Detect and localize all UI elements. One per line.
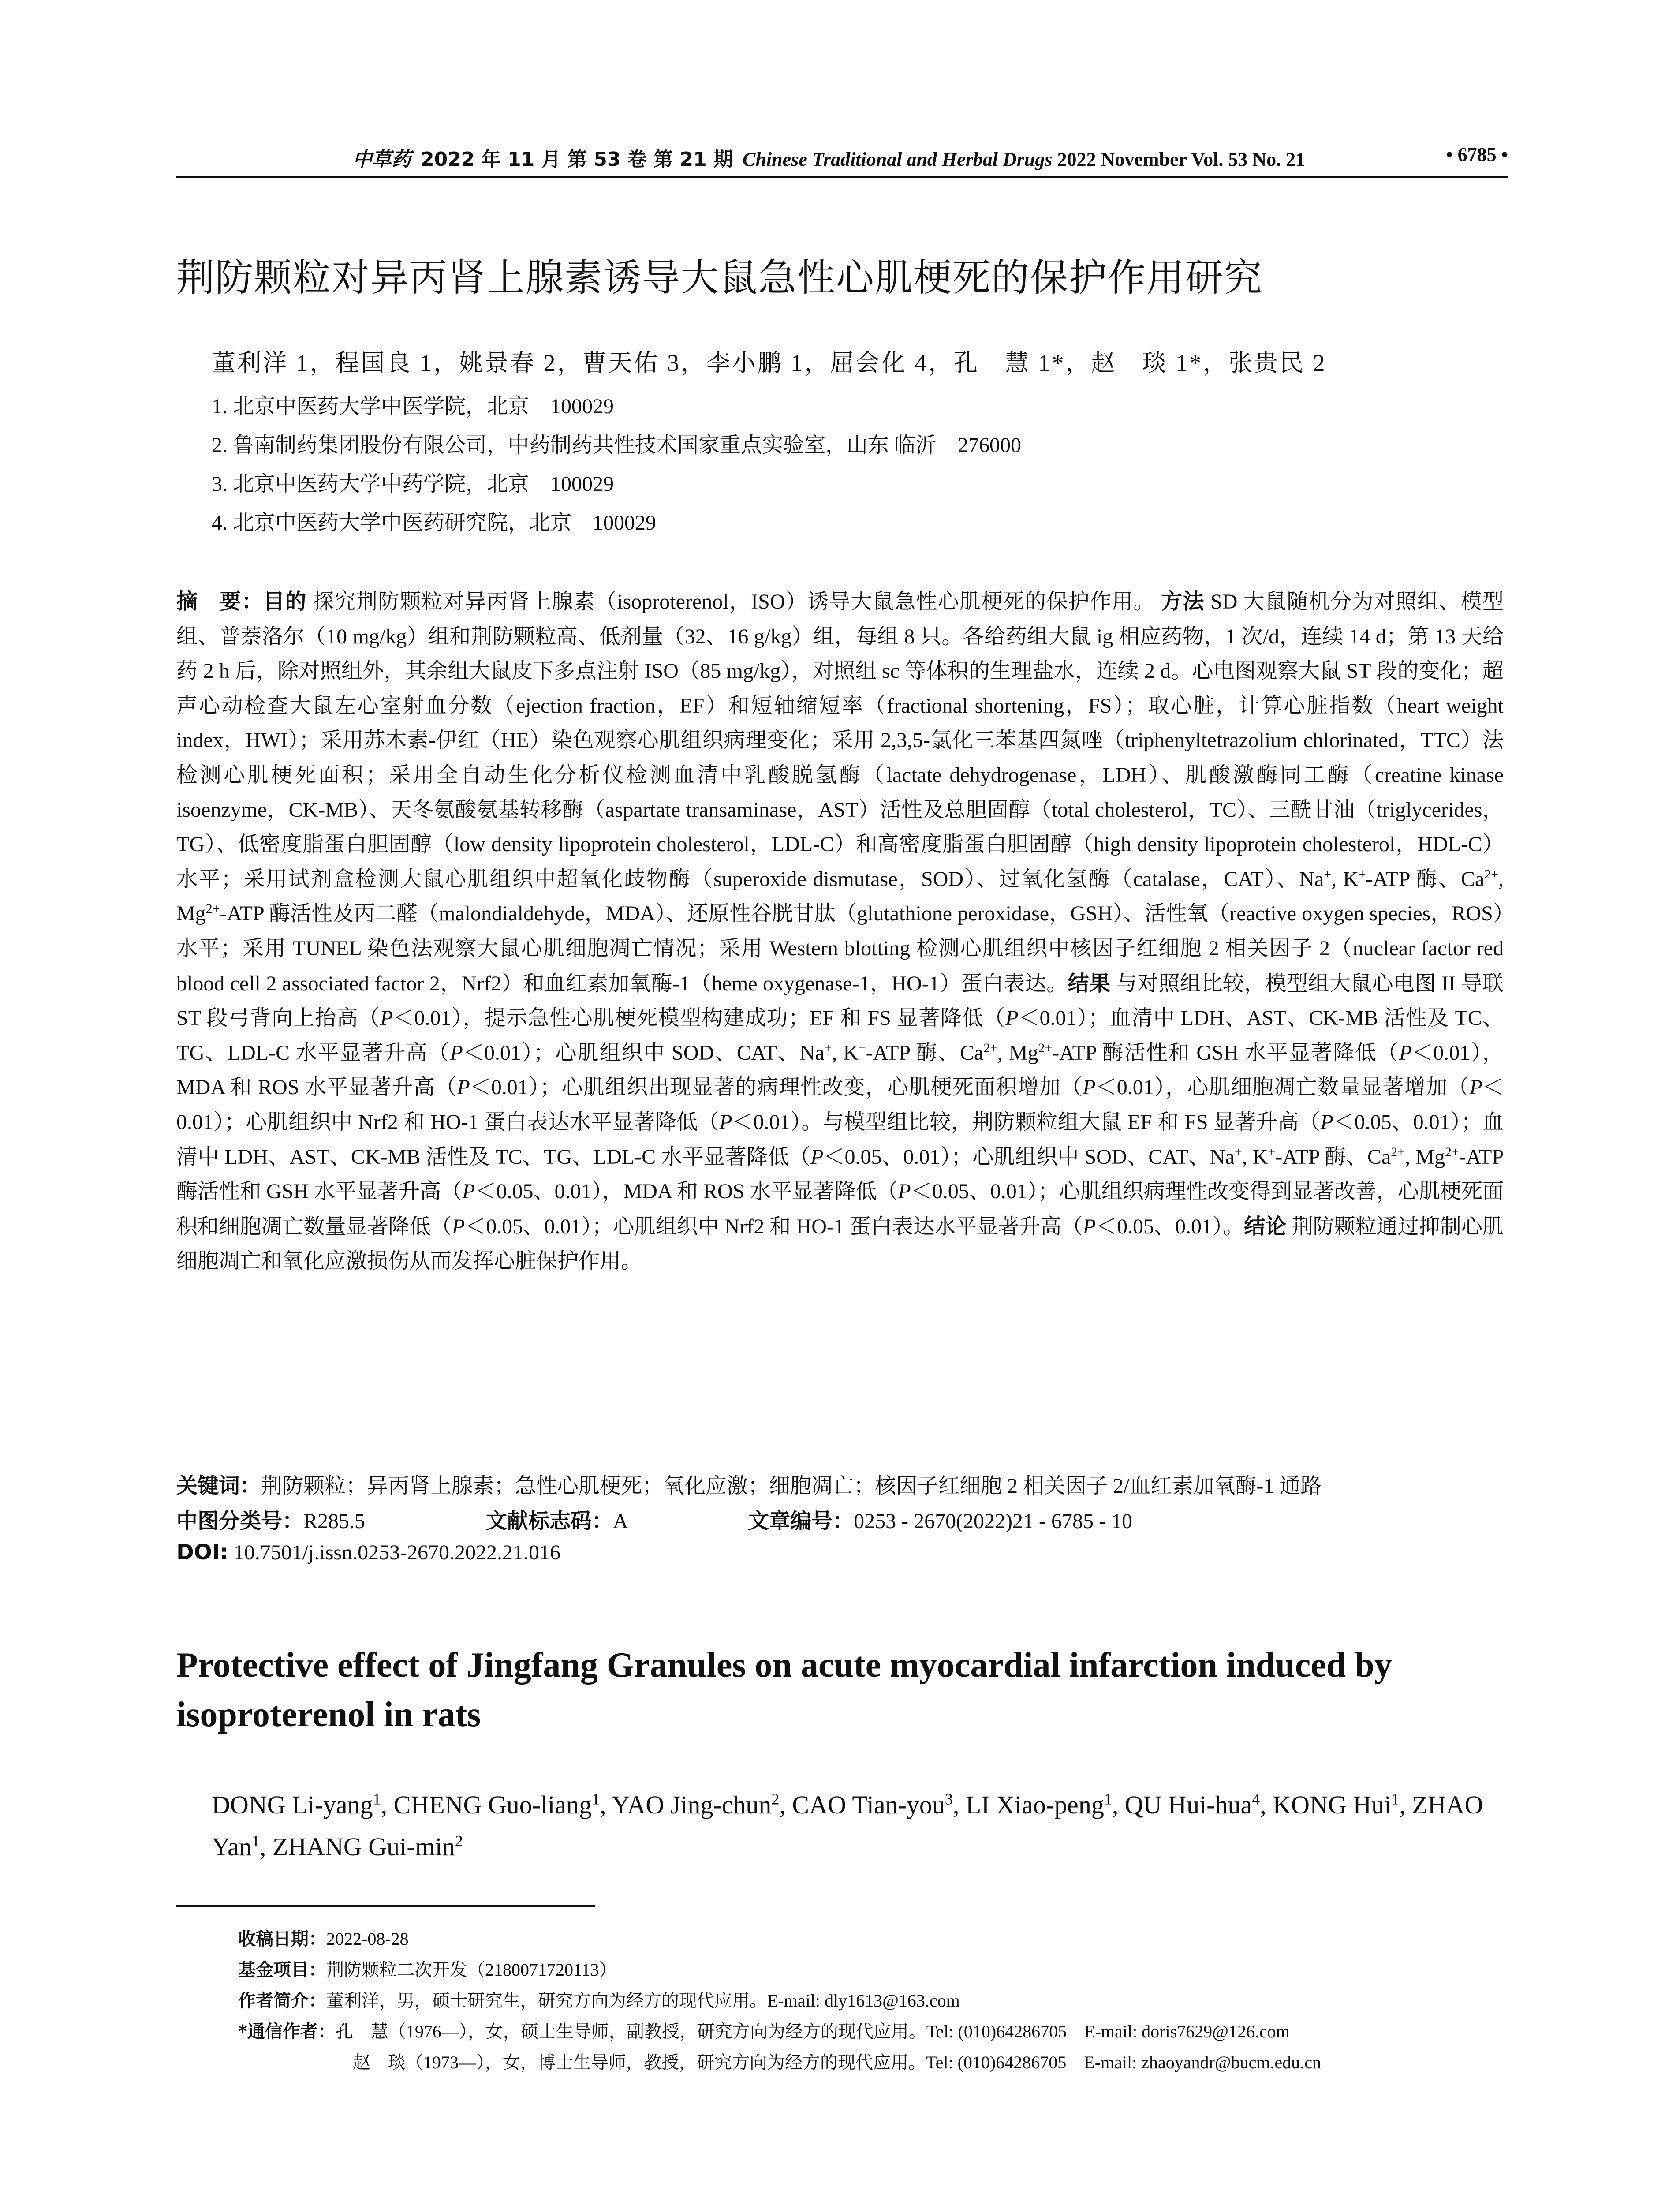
article-no-label: 文章编号：: [748, 1509, 854, 1533]
sup: +: [1234, 1144, 1242, 1159]
doc-code-value: A: [613, 1510, 627, 1533]
author-affil-sup: 1: [1391, 1790, 1400, 1808]
keywords: [176, 1469, 1322, 1499]
results-text: ＜0.01）。与模型组比较，荆防颗粒组大鼠 EF 和 FS 显著升高（: [732, 1110, 1321, 1134]
sup: 2+: [205, 901, 220, 916]
author-name: ZHANG Gui-min: [272, 1832, 455, 1861]
classification-line: [176, 1504, 1132, 1534]
sup: +: [1358, 867, 1366, 882]
author-name: CHENG Guo-liang: [393, 1790, 592, 1819]
objective-label: 目的: [263, 589, 307, 614]
methods-text: -ATP 酶、Ca: [1366, 867, 1485, 891]
results-text: 与对照组比较，模型组大鼠心电图 II 导联 ST 段弓背向上抬高（: [176, 972, 1504, 1030]
p-symbol: P: [1469, 1076, 1482, 1099]
sup: +: [1324, 867, 1331, 882]
results-text: ＜0.01）；心肌组织出现显著的病理性改变，心肌梗死面积增加（: [470, 1076, 1083, 1099]
results-text: ＜0.05、0.01）；心肌组织中 Nrf2 和 HO-1 蛋白表达水平显著升高（: [465, 1215, 1083, 1238]
footnote-fund: [238, 1956, 617, 1981]
received-date: 2022-08-28: [326, 1929, 409, 1949]
affiliation-4: 4. 北京中医药大学中医药研究院，北京 100029: [212, 511, 657, 534]
corresponding-label: *通信作者：: [238, 2022, 336, 2042]
journal-name-cn: 中草药: [353, 148, 411, 171]
objective-text: 探究荆防颗粒对异丙肾上腺素（isoproterenol，ISO）诱导大鼠急性心肌梗死的保护作用。: [313, 590, 1155, 613]
footnote-received: [238, 1925, 409, 1950]
author-affil-sup: 1: [1104, 1790, 1112, 1808]
clc-value: R285.5: [303, 1510, 366, 1533]
doi-label: DOI:: [176, 1540, 228, 1565]
journal-citation: [353, 143, 1305, 172]
author-name: YAO Jing-chun: [611, 1790, 772, 1819]
author-name: DONG Li-yang: [212, 1790, 373, 1819]
authors-cn: 董利洋 1，程国良 1，姚景春 2，曹天佑 3，李小鹏 1，屈会化 4，孔 慧 1*，赵 琰 1*，张贵民 2: [212, 350, 1327, 376]
author-affil-sup: 2: [455, 1832, 463, 1850]
p-symbol: P: [1083, 1215, 1096, 1238]
text: , K: [832, 1041, 859, 1065]
doi-line: [176, 1540, 560, 1565]
results-text: -ATP 酶活性和 GSH 水平显著升高（: [176, 1145, 1504, 1203]
author-name: KONG Hui: [1273, 1790, 1392, 1819]
footnote-corresponding: [238, 2018, 1290, 2043]
results-text: ＜0.01）；血清中 LDH、AST、CK-MB 活性及 TC、TG、LDL-C 水平显著升高（: [176, 1006, 1504, 1065]
author-bio-label: 作者简介：: [238, 1991, 326, 2011]
fund-label: 基金项目：: [238, 1960, 326, 1980]
methods-text: -ATP 酶活性及丙二醛（malondialdehyde，MDA）、还原性谷胱甘肽（glutathione peroxidase，GSH）、活性氧（reactive oxygen species，ROS）水平；采用 TUNEL 染色法观察大鼠心肌细胞凋亡情况；采用 Western blotting 检测心肌组织中核因子红细胞 2 相关因子 2（nuclear factor red blood cell 2 associated factor 2，Nrf2）和血红素加氧酶-1（heme oxygenase-1，HO-1）蛋白表达。: [176, 902, 1504, 995]
results-text: -ATP 酶活性和 GSH 水平显著降低（: [1052, 1041, 1399, 1065]
results-text: ＜0.05、0.01）；血清中 LDH、AST、CK-MB 活性及 TC、TG、LDL-C 水平显著降低（: [176, 1110, 1504, 1169]
title-en: Protective effect of Jingfang Granules on acute myocardial infarction induced by isoproterenol in rats: [176, 1646, 1392, 1734]
methods-text: SD 大鼠随机分为对照组、模型组、普萘洛尔（10 mg/kg）组和荆防颗粒高、低剂量（32、16 g/kg）组，每组 8 只。各给药组大鼠 ig 相应药物，1 次/d，连续 14 d；第 13 天给药 2 h 后，除对照组外，其余组大鼠皮下多点注射 ISO（85 mg/kg），对照组 sc 等体积的生理盐水，连续 2 d。心电图观察大鼠 ST 段的变化；超声心动检查大鼠左心室射血分数（ejection fraction，EF）和短轴缩短率（fractional shortening，FS）；取心脏，计算心脏指数（heart weight index，HWI）；采用苏木素-伊红（HE）染色观察心肌组织病理变化；采用 2,3,5-氯化三苯基四氮唑（triphenyltetrazolium chlorinated，TTC）法检测心肌梗死面积；采用全自动生化分析仪检测血清中乳酸脱氢酶（lactate dehydrogenase，LDH）、肌酸激酶同工酶（creatine kinase isoenzyme，CK-MB）、天冬氨酸氨基转移酶（aspartate transaminase，AST）活性及总胆固醇（total cholesterol，TC）、三酰甘油（triglycerides，TG）、低密度脂蛋白胆固醇（low density lipoprotein cholesterol，LDL-C）和高密度脂蛋白胆固醇（high density lipoprotein cholesterol，HDL-C）水平；采用试剂盒检测大鼠心肌组织中超氧化歧物酶（superoxide dismutase，SOD）、过氧化氢酶（catalase，CAT）、Na: [176, 590, 1504, 891]
sup: +: [858, 1040, 866, 1055]
results-text: ＜0.01）；心肌组织中 SOD、CAT、Na: [463, 1041, 825, 1065]
results-text: ＜0.05、0.01）。: [1095, 1215, 1244, 1238]
conclusion-label: 结论: [1244, 1214, 1287, 1239]
p-symbol: P: [810, 1145, 824, 1169]
results-text: ＜0.01），心肌细胞凋亡数量显著增加（: [1095, 1076, 1470, 1099]
affiliation-3: 3. 北京中医药大学中药学院，北京 100029: [212, 472, 614, 496]
results-text: ＜0.05、0.01）；心肌组织病理性改变得到显著改善，心肌梗死面积和细胞凋亡数量显著降低（: [176, 1180, 1504, 1238]
article-no-value: 0253 - 2670(2022)21 - 6785 - 10: [854, 1510, 1132, 1533]
p-symbol: P: [1083, 1076, 1096, 1099]
doi-value: 10.7501/j.issn.0253-2670.2022.21.016: [233, 1541, 561, 1564]
text: , K: [1242, 1145, 1268, 1169]
author-affil-sup: 1: [251, 1832, 260, 1850]
results-text: -ATP 酶、Ca: [866, 1041, 984, 1065]
results-text: -ATP 酶、Ca: [1275, 1145, 1391, 1169]
p-symbol: P: [1399, 1041, 1412, 1065]
fund-text: 荆防颗粒二次开发（2180071720113）: [326, 1960, 617, 1980]
p-symbol: P: [462, 1180, 475, 1203]
p-symbol: P: [898, 1180, 911, 1203]
p-symbol: P: [457, 1076, 470, 1099]
author-affil-sup: 1: [373, 1790, 381, 1808]
journal-name-en: Chinese Traditional and Herbal Drugs: [743, 149, 1053, 170]
sup: 2+: [1038, 1040, 1053, 1055]
sup: +: [1268, 1144, 1276, 1159]
corresponding-author-1: 孔 慧（1976—），女，硕士生导师，副教授，研究方向为经方的现代应用。Tel: (010)64286705 E-mail: doris7629@126.com: [335, 2022, 1290, 2041]
header-rule: [176, 176, 1508, 178]
author-name: CAO Tian-you: [792, 1790, 945, 1819]
conclusion-text: 荆防颗粒通过抑制心肌细胞凋亡和氧化应激损伤从而发挥心脏保护作用。: [176, 1215, 1504, 1273]
author-name: LI Xiao-peng: [965, 1790, 1104, 1819]
issue-cn: 2022 年 11 月 第 53 卷 第 21 期: [421, 148, 733, 171]
author-name: QU Hui-hua: [1124, 1790, 1252, 1819]
received-label: 收稿日期：: [238, 1929, 326, 1949]
p-symbol: P: [1320, 1110, 1333, 1134]
p-symbol: P: [380, 1006, 393, 1030]
text: , Mg: [176, 867, 1504, 926]
keywords-text: 荆防颗粒；异丙肾上腺素；急性心肌梗死；氧化应激；细胞凋亡；核因子红细胞 2 相关因子 2/血红素加氧酶-1 通路: [261, 1474, 1322, 1498]
doc-code-label: 文献标志码：: [486, 1509, 613, 1533]
abstract: [176, 584, 1504, 1279]
results-text: ＜0.01）；心肌组织中 Nrf2 和 HO-1 蛋白表达水平显著降低（: [176, 1076, 1504, 1134]
p-symbol: P: [1005, 1006, 1019, 1030]
results-label: 结果: [1068, 971, 1111, 996]
results-text: ＜0.05、0.01）；心肌组织中 SOD、CAT、Na: [823, 1145, 1235, 1169]
author-affil-sup: 4: [1252, 1790, 1260, 1808]
results-text: ＜0.01），MDA 和 ROS 水平显著升高（: [176, 1041, 1504, 1099]
results-text: ＜0.05、0.01），MDA 和 ROS 水平显著降低（: [475, 1180, 898, 1203]
text: , Mg: [997, 1041, 1038, 1065]
footnote-rule: [176, 1905, 595, 1907]
abstract-label: 摘 要：: [176, 589, 264, 614]
text: , K: [1331, 867, 1359, 891]
footnote-author: [238, 1987, 960, 2012]
methods-label: 方法: [1161, 589, 1205, 614]
clc-label: 中图分类号：: [176, 1509, 304, 1533]
author-affil-sup: 1: [592, 1790, 600, 1808]
author-name: ZHAO Yan: [212, 1790, 1483, 1861]
sup: 2+: [1391, 1144, 1405, 1159]
running-header: [176, 143, 1508, 174]
affiliation-1: 1. 北京中医药大学中医学院，北京 100029: [212, 395, 614, 418]
p-symbol: P: [450, 1041, 463, 1065]
p-symbol: P: [452, 1215, 465, 1238]
author-affil-sup: 2: [771, 1790, 780, 1808]
sup: +: [824, 1040, 832, 1055]
corresponding-author-2: 赵 琰（1973—），女，博士生导师，教授，研究方向为经方的现代应用。Tel: (010)64286705 E-mail: zhaoyandr@bucm.edu.cn: [353, 2052, 1322, 2072]
results-text: ＜0.01），提示急性心肌梗死模型构建成功；EF 和 FS 显著降低（: [393, 1006, 1006, 1030]
title-cn: 荆防颗粒对异丙肾上腺素诱导大鼠急性心肌梗死的保护作用研究: [176, 256, 1263, 300]
sup: 2+: [1484, 867, 1498, 882]
sup: 2+: [1445, 1144, 1459, 1159]
keywords-label: 关键词：: [176, 1473, 261, 1498]
authors-en: DONG Li-yang$^1$, CHENG Guo-liang$^1$, YAO Jing-chun$^2$, CAO Tian-you$^3$, LI Xiao-peng$^1$, QU Hui-hua$^4$, KONG Hui$^1$, ZHAO Yan$^1$, ZHANG Gui-$\min^2$: [212, 1790, 1483, 1861]
author-affil-sup: 3: [945, 1790, 953, 1808]
page-number: • 6785 •: [1446, 144, 1508, 165]
p-symbol: P: [719, 1110, 732, 1134]
author-bio-text: 董利洋，男，硕士研究生，研究方向为经方的现代应用。E-mail: dly1613@163.com: [326, 1991, 960, 2011]
issue-en: 2022 November Vol. 53 No. 21: [1057, 149, 1306, 170]
affiliation-2: 2. 鲁南制药集团股份有限公司，中药制药共性技术国家重点实验室，山东 临沂 276000: [212, 434, 1022, 457]
sup: 2+: [983, 1040, 998, 1055]
text: , Mg: [1404, 1145, 1445, 1169]
